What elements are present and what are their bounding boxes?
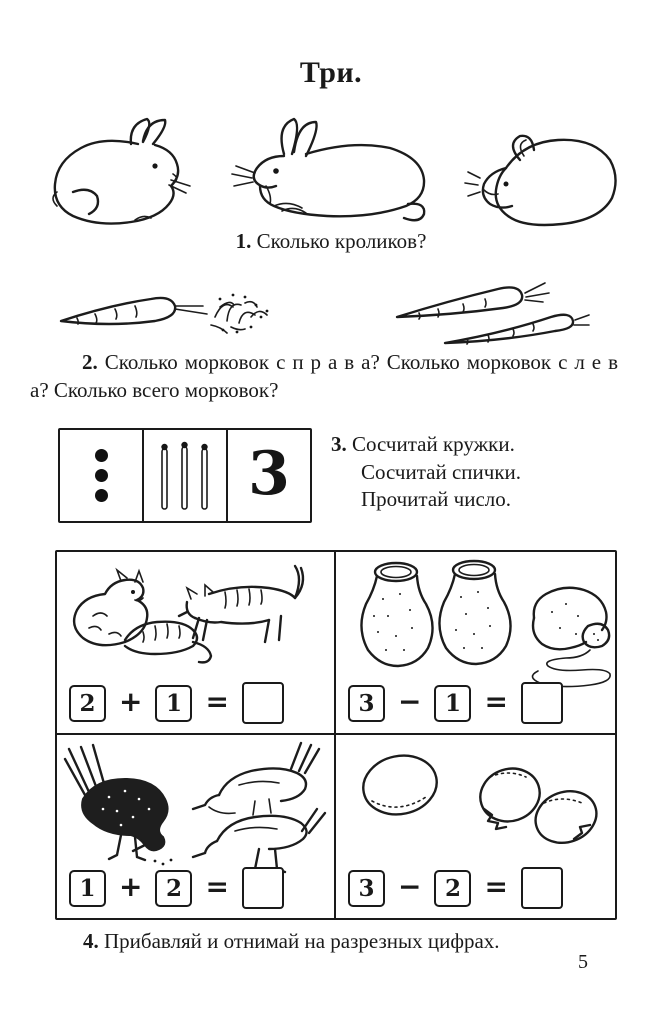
matches-cell	[142, 430, 226, 521]
question-2-number: 2.	[82, 350, 98, 374]
rabbit-lying-illustration	[222, 114, 434, 232]
answer-box	[521, 682, 563, 724]
equation-jugs	[348, 682, 563, 724]
three-matches-icon	[152, 437, 218, 515]
milk-jugs-illustration	[338, 554, 614, 694]
addend-box: 2	[155, 870, 192, 907]
subtrahend-box: 1	[434, 685, 471, 722]
cats-cell	[57, 552, 336, 735]
equals-sign: =	[484, 685, 508, 718]
page-title: Три.	[299, 56, 363, 89]
carrot-with-greens-illustration	[55, 277, 283, 343]
answer-box	[242, 867, 284, 909]
question-3-line2: Сосчитай спички.	[361, 459, 522, 484]
hens-illustration	[59, 737, 331, 882]
answer-box	[521, 867, 563, 909]
eggs-cell	[336, 735, 615, 918]
minuend-box: 3	[348, 685, 385, 722]
equals-sign: =	[205, 685, 229, 718]
question-1-number: 1.	[235, 229, 252, 253]
subtrahend-box: 2	[434, 870, 471, 907]
question-4-number: 4.	[83, 929, 99, 953]
eggs-illustration	[338, 737, 610, 877]
hens-cell	[57, 735, 336, 918]
digit-cell	[226, 430, 310, 521]
equals-sign: =	[484, 870, 508, 903]
question-3-line3: Прочитай число.	[361, 487, 512, 511]
question-3	[331, 431, 631, 514]
three-dots-icon	[95, 449, 108, 502]
question-3-line1: Сосчитай кружки.	[352, 432, 515, 456]
addend-box: 1	[69, 870, 106, 907]
question-1	[0, 229, 662, 254]
rabbits-illustration-row	[42, 104, 620, 232]
equation-hens	[69, 867, 284, 909]
dots-cell	[60, 430, 142, 521]
question-2	[30, 348, 618, 404]
question-2-text: Сколько морковок с п р а в а? Сколько морковок с л е в а? Сколько всего морковок?	[30, 350, 618, 402]
rabbit-sitting-illustration	[42, 114, 194, 232]
equation-eggs	[348, 867, 563, 909]
minuend-box: 3	[348, 870, 385, 907]
plus-operator: +	[119, 685, 143, 718]
jugs-cell	[336, 552, 615, 735]
two-carrots-illustration	[393, 271, 591, 351]
cats-illustration	[59, 554, 331, 686]
number-three-card	[58, 428, 312, 523]
equation-cats	[69, 682, 284, 724]
minus-operator: −	[398, 870, 422, 903]
question-1-text: Сколько кроликов?	[256, 229, 427, 253]
exercise-grid	[55, 550, 617, 920]
big-digit-three: 3	[248, 438, 290, 509]
page-number: 5	[578, 951, 588, 973]
rabbit-crouching-illustration	[462, 128, 620, 232]
minus-operator: −	[398, 685, 422, 718]
equals-sign: =	[205, 870, 229, 903]
question-4-text: Прибавляй и отнимай на разрезных цифрах.	[104, 929, 500, 953]
question-3-number: 3.	[331, 432, 347, 456]
answer-box	[242, 682, 284, 724]
plus-operator: +	[119, 870, 143, 903]
addend-box: 2	[69, 685, 106, 722]
question-4	[83, 929, 500, 954]
addend-box: 1	[155, 685, 192, 722]
